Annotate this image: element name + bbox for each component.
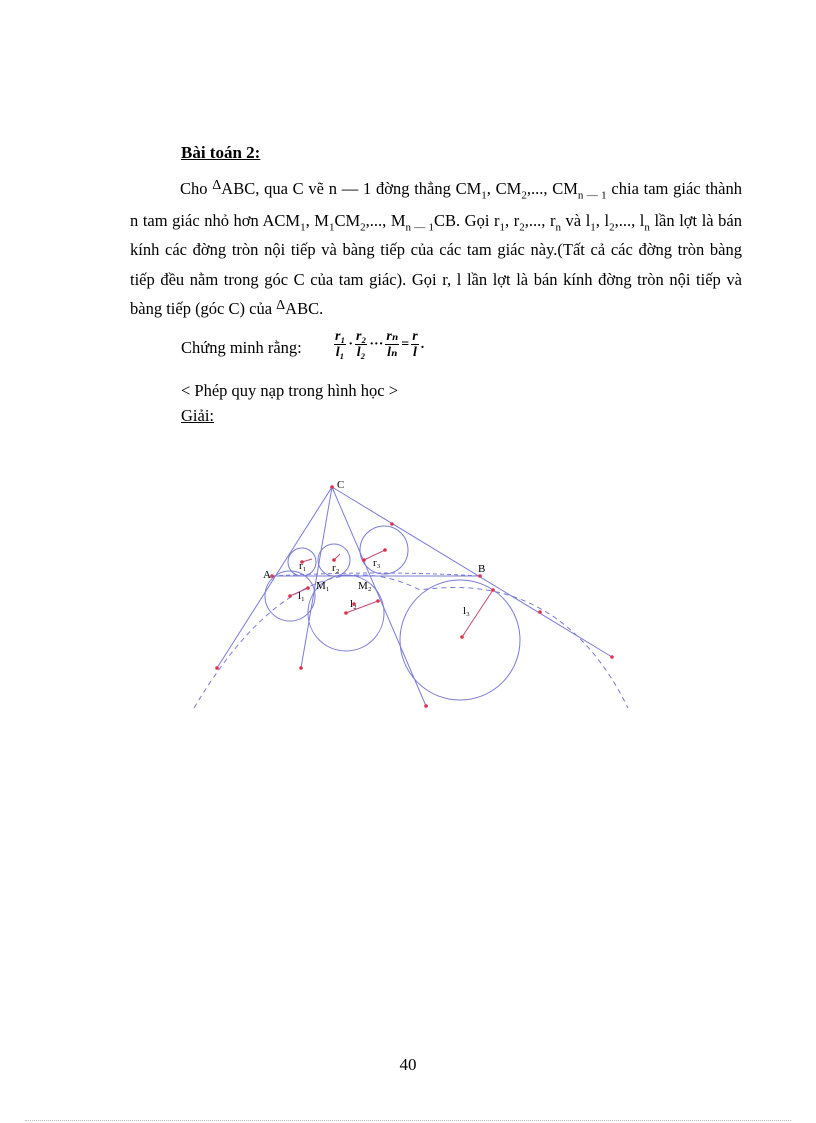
cevian-cm1 <box>301 487 332 668</box>
label-r1: r₁ <box>299 560 307 572</box>
fraction-2: $\frac{\text{r₂}}{\text{l₂}}$ <box>356 329 367 360</box>
label-c: C <box>337 479 345 491</box>
fraction-r-l: $\frac{r}{l}$ <box>412 329 418 360</box>
problem-intro: Cho <box>180 179 213 198</box>
page-number: 40 <box>399 1055 417 1074</box>
label-m2: M₂ <box>358 580 372 592</box>
fraction-1: $\frac{\text{r₁}}{\text{l₁}}$ <box>335 329 346 360</box>
solution-label: Giải: <box>181 406 214 425</box>
formula-op-eq: = <box>401 336 410 352</box>
side-ca <box>217 487 332 668</box>
method-note: < Phép quy nạp trong hình học > <box>181 381 399 400</box>
label-m1: M₁ <box>316 580 330 592</box>
label-r2: r₂ <box>332 562 340 574</box>
excircle-3 <box>400 580 520 700</box>
problem-text-e: ABC. <box>285 299 324 318</box>
prove-label: Chứng minh rằng: <box>181 338 302 357</box>
triangle-symbol: Δ <box>212 178 222 193</box>
cevian-cm2 <box>332 487 426 706</box>
triangle-symbol-2: Δ <box>276 298 286 313</box>
problem-text-c: CB. Gọi r <box>433 210 500 230</box>
problem-statement: Cho $^\Delta$ABC, qua C vẽ n — 1 đờng thẳng $CM_1$, $CM_2$,..., $CM_{n — 1}$ chia tam giác thành n tam giác nhỏ hơn $ACM_1$, $M_1CM_2$,..., $M_{n — 1}CB$. Gọi $r_1$, $r_2$,..., $r_n$ và $l_1$, $l_2$,..., $l_n$ lần lợt là bán kính các đờng tròn nội tiếp và bàng tiếp của các tam giác này.(Tất cả các đờng tròn bàng tiếp đều nằm trong góc C của tam giác). Gọi r, l lần lợt là bán kính đờng tròn nội tiếp và bàng tiếp (góc C) của $^\Delta$ABC. <box>130 178 743 318</box>
label-a: A <box>263 569 271 581</box>
formula-end: . <box>420 336 425 352</box>
figure-points <box>215 485 614 708</box>
label-l1: l₁ <box>298 590 305 602</box>
page-bottom-rule <box>25 1120 791 1121</box>
problem-text-d: lần lợt là bán kính các đờng tròn nội tiếp và bàng tiếp của các tam giác này.(Tất cả các đờng tròn bàng tiếp đều nằm trong góc C của tam giác). Gọi r, l lần lợt là bán kính đờng tròn nội tiếp và bàng tiếp (góc C) của <box>130 210 743 318</box>
formula-op-2: ··· <box>369 336 384 352</box>
problem-text-b: chia tam giác thành n tam giác nhỏ hơn ACM <box>130 179 743 230</box>
problem-heading: Bài toán 2: <box>181 143 261 162</box>
label-l2: l₂ <box>350 598 357 610</box>
label-b: B <box>478 563 486 575</box>
problem-text-a: ABC, qua C vẽ n — 1 đờng thẳng CM <box>221 179 482 198</box>
label-l3: l₃ <box>463 605 470 617</box>
fraction-n: $\frac{\text{rₙ}}{\text{lₙ}}$ <box>386 329 399 360</box>
label-r3: r₃ <box>373 557 381 569</box>
formula-op-1: · <box>348 336 354 352</box>
large-excircle-arc <box>194 575 628 708</box>
